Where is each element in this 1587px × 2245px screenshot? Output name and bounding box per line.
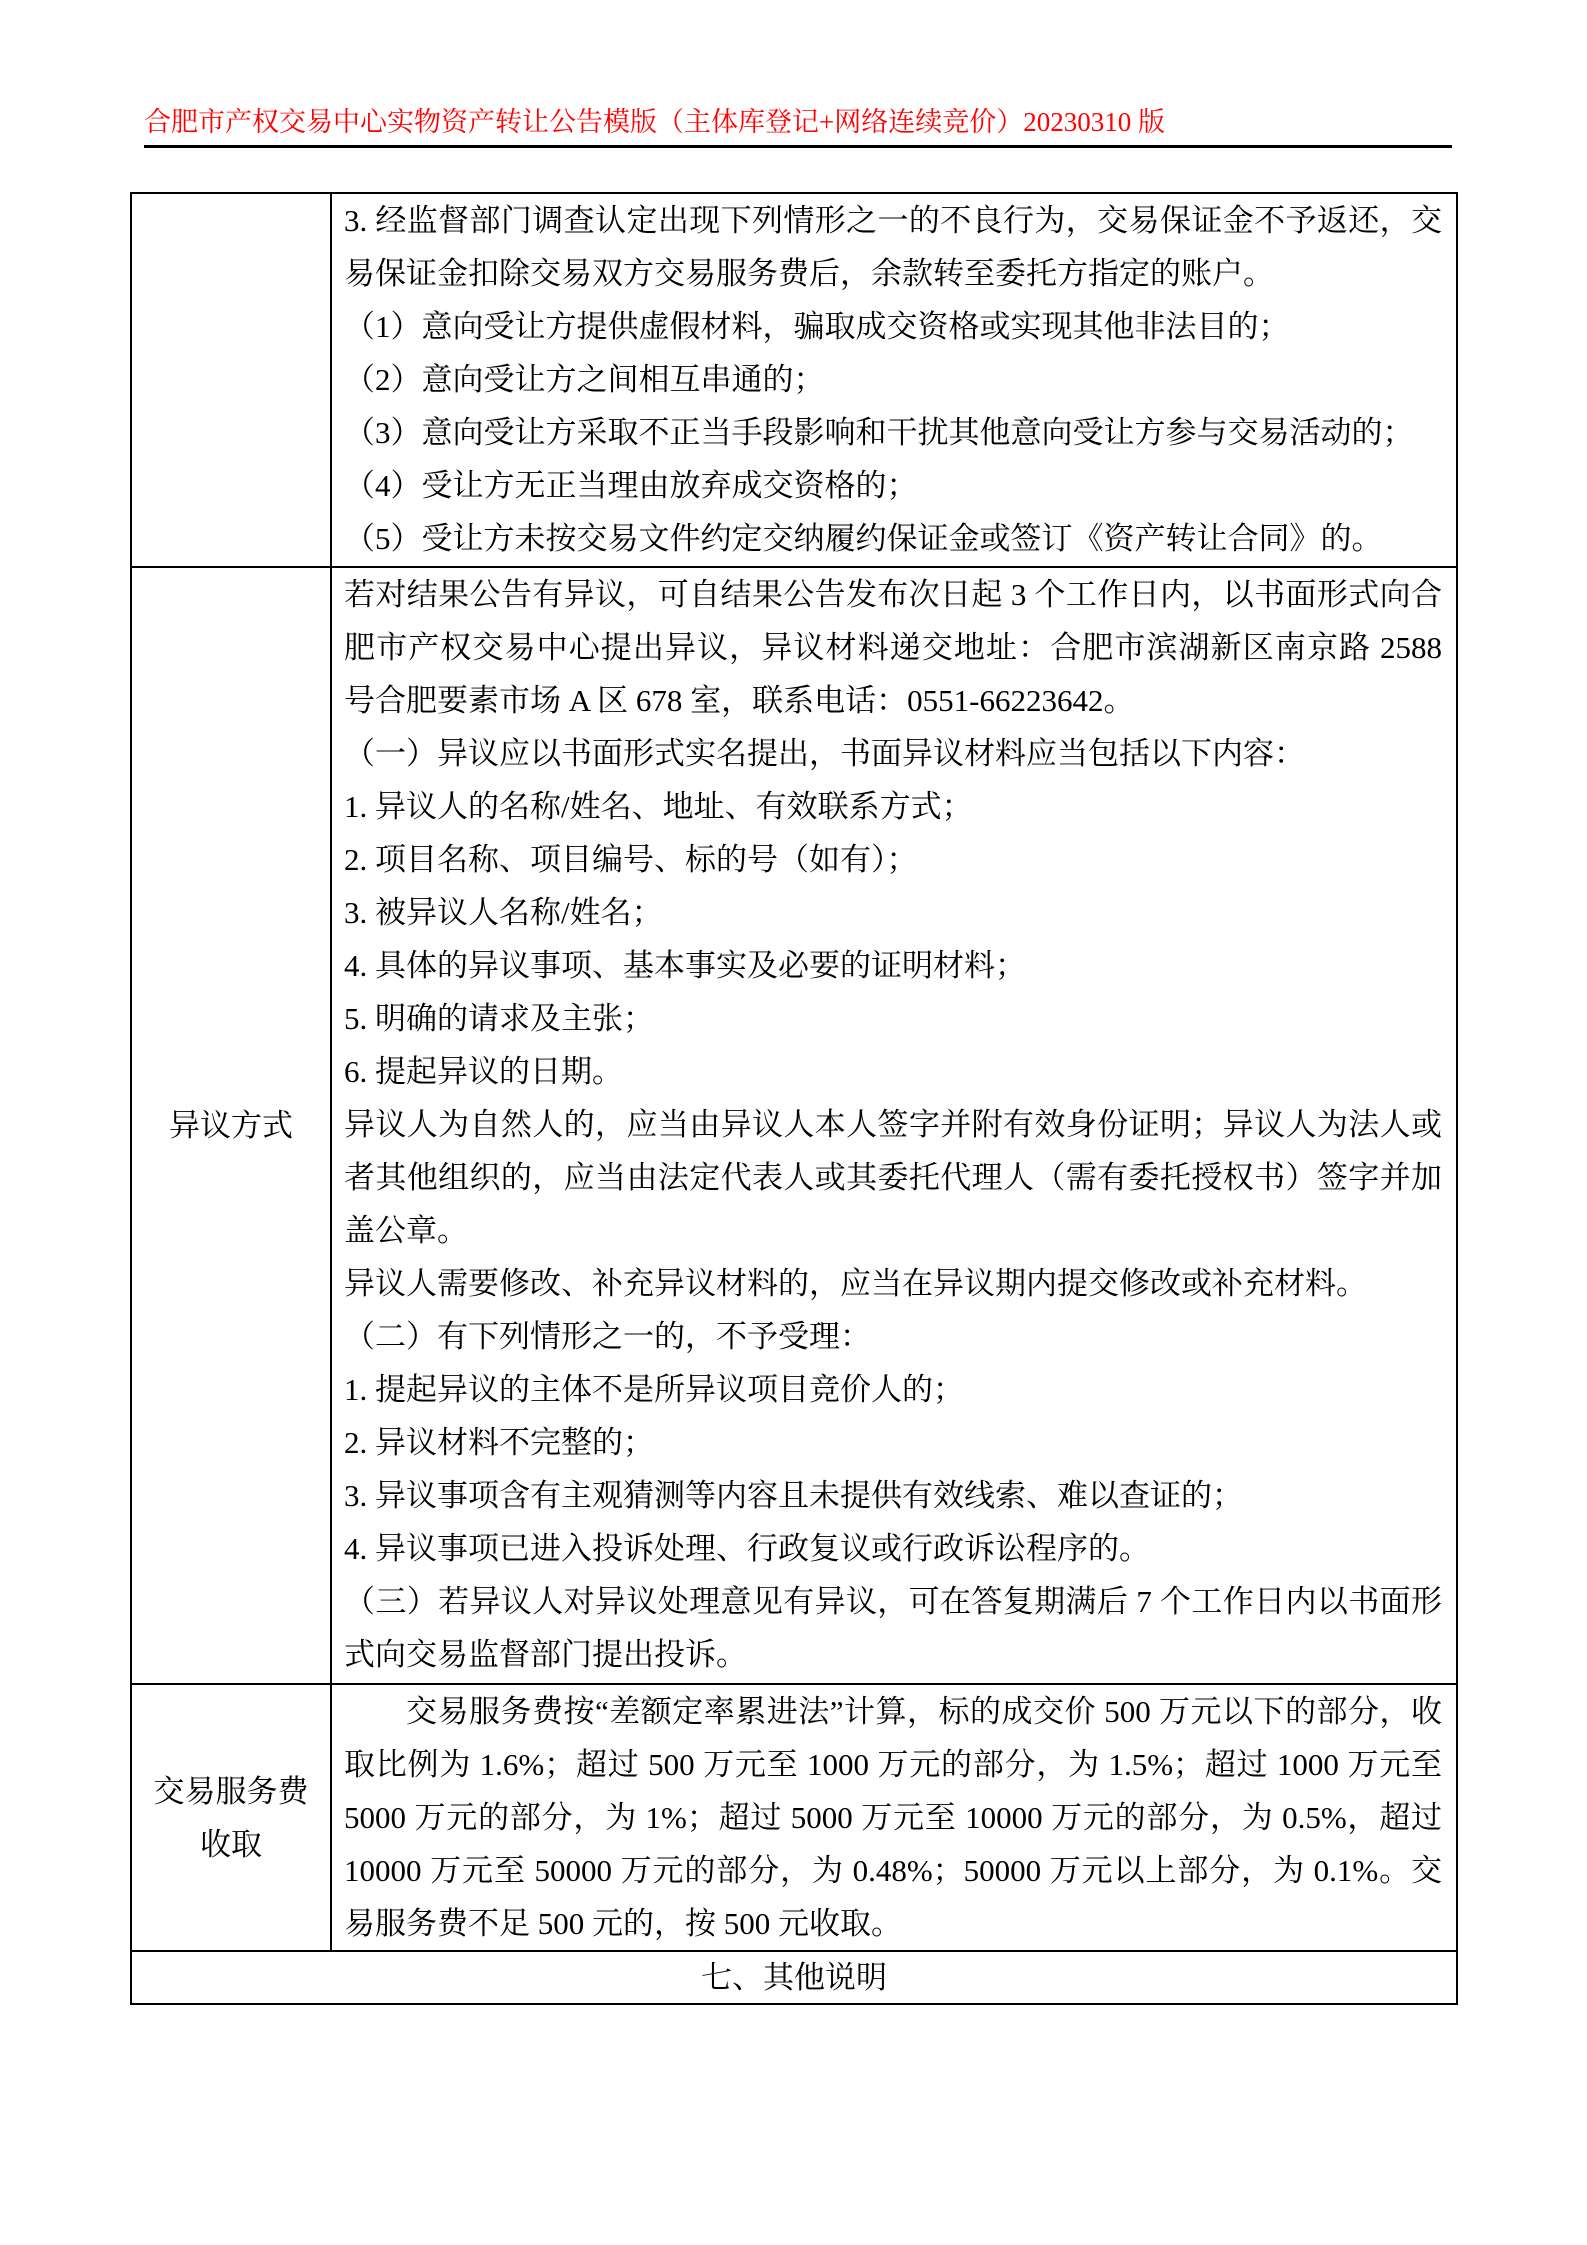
- objection-s1-item-5: 5. 明确的请求及主张；: [344, 1001, 654, 1036]
- header-title: 合肥市产权交易中心实物资产转让公告模版（主体库登记+网络连续竞价）20230310 版: [144, 107, 1165, 137]
- clause-3-intro: 3. 经监督部门调查认定出现下列情形之一的不良行为，交易保证金不予返还，交易保证金扣除交易双方交易服务费后，余款转至委托方指定的账户。: [344, 203, 1442, 291]
- clause-3-item-2: （2）意向受让方之间相互串通的；: [344, 362, 825, 397]
- objection-s1-item-2: 2. 项目名称、项目编号、标的号（如有）；: [344, 842, 918, 877]
- clause-3-item-3: （3）意向受让方采取不正当手段影响和干扰其他意向受让方参与交易活动的；: [344, 415, 1414, 450]
- objection-method-cell: [332, 568, 1456, 1683]
- objection-signature-rule: 异议人为自然人的，应当由异议人本人签字并附有效身份证明；异议人为法人或者其他组织的，应当由法定代表人或其委托代理人（需有委托授权书）签字并加盖公章。: [344, 1107, 1442, 1248]
- objection-section-3: （三）若异议人对异议处理意见有异议，可在答复期满后 7 个工作日内以书面形式向交易监督部门提出投诉。: [344, 1584, 1442, 1672]
- objection-amendment-rule: 异议人需要修改、补充异议材料的，应当在异议期内提交修改或补充材料。: [344, 1266, 1367, 1301]
- objection-s2-item-3: 3. 异议事项含有主观猜测等内容且未提供有效线索、难以查证的；: [344, 1478, 1243, 1513]
- service-fee-cell: [332, 1685, 1456, 1950]
- objection-s2-item-2: 2. 异议材料不完整的；: [344, 1425, 654, 1460]
- section-header-other-notes: 七、其他说明: [701, 1960, 887, 1995]
- objection-s1-item-3: 3. 被异议人名称/姓名；: [344, 895, 663, 930]
- table-row-other-notes: [132, 1952, 1456, 2003]
- objection-s1-item-1: 1. 异议人的名称/姓名、地址、有效联系方式；: [344, 789, 973, 824]
- document-header: [144, 106, 1452, 148]
- clause-3-item-4: （4）受让方无正当理由放弃成交资格的；: [344, 468, 918, 503]
- table-row-service-fee: [132, 1685, 1456, 1952]
- objection-section-2: （二）有下列情形之一的，不予受理：: [344, 1319, 871, 1354]
- table-row-objection-method: [132, 568, 1456, 1685]
- label-cell-empty: [132, 194, 332, 566]
- objection-section-1: （一）异议应以书面形式实名提出，书面异议材料应当包括以下内容：: [344, 736, 1305, 771]
- clause-3-item-5: （5）受让方未按交易文件约定交纳履约保证金或签订《资产转让合同》的。: [344, 521, 1383, 556]
- objection-s1-item-6: 6. 提起异议的日期。: [344, 1054, 623, 1089]
- objection-intro: 若对结果公告有异议，可自结果公告发布次日起 3 个工作日内，以书面形式向合肥市产权交易中心提出异议，异议材料递交地址：合肥市滨湖新区南京路 2588 号合肥要素市场 A 区 678 室，联系电话：0551-66223642。: [344, 577, 1442, 718]
- objection-s2-item-4: 4. 异议事项已进入投诉处理、行政复议或行政诉讼程序的。: [344, 1531, 1150, 1566]
- label-service-fee-line-1: 交易服务费: [153, 1773, 309, 1809]
- label-service-fee-line-2: 收取: [200, 1826, 262, 1862]
- objection-s2-item-1: 1. 提起异议的主体不是所异议项目竞价人的；: [344, 1372, 964, 1407]
- clause-3-item-1: （1）意向受让方提供虚假材料，骗取成交资格或实现其他非法目的；: [344, 309, 1290, 344]
- table-row-deposit-clauses: [132, 194, 1456, 568]
- deposit-clauses-cell: [332, 194, 1456, 566]
- label-service-fee: [132, 1685, 332, 1950]
- objection-s1-item-4: 4. 具体的异议事项、基本事实及必要的证明材料；: [344, 948, 1026, 983]
- service-fee-terms: 交易服务费按“差额定率累进法”计算，标的成交价 500 万元以下的部分，收取比例为 1.6%；超过 500 万元至 1000 万元的部分，为 1.5%；超过 1000 万元至 5000 万元的部分，为 1%；超过 5000 万元至 10000 万元的部分，为 0.5%，超过 10000 万元至 50000 万元的部分，为 0.48%；50000 万元以上部分，为 0.1%。交易服务费不足 500 元的，按 500 元收取。: [344, 1694, 1442, 1941]
- label-objection-method: 异议方式: [132, 568, 332, 1683]
- announcement-table: [130, 192, 1458, 2005]
